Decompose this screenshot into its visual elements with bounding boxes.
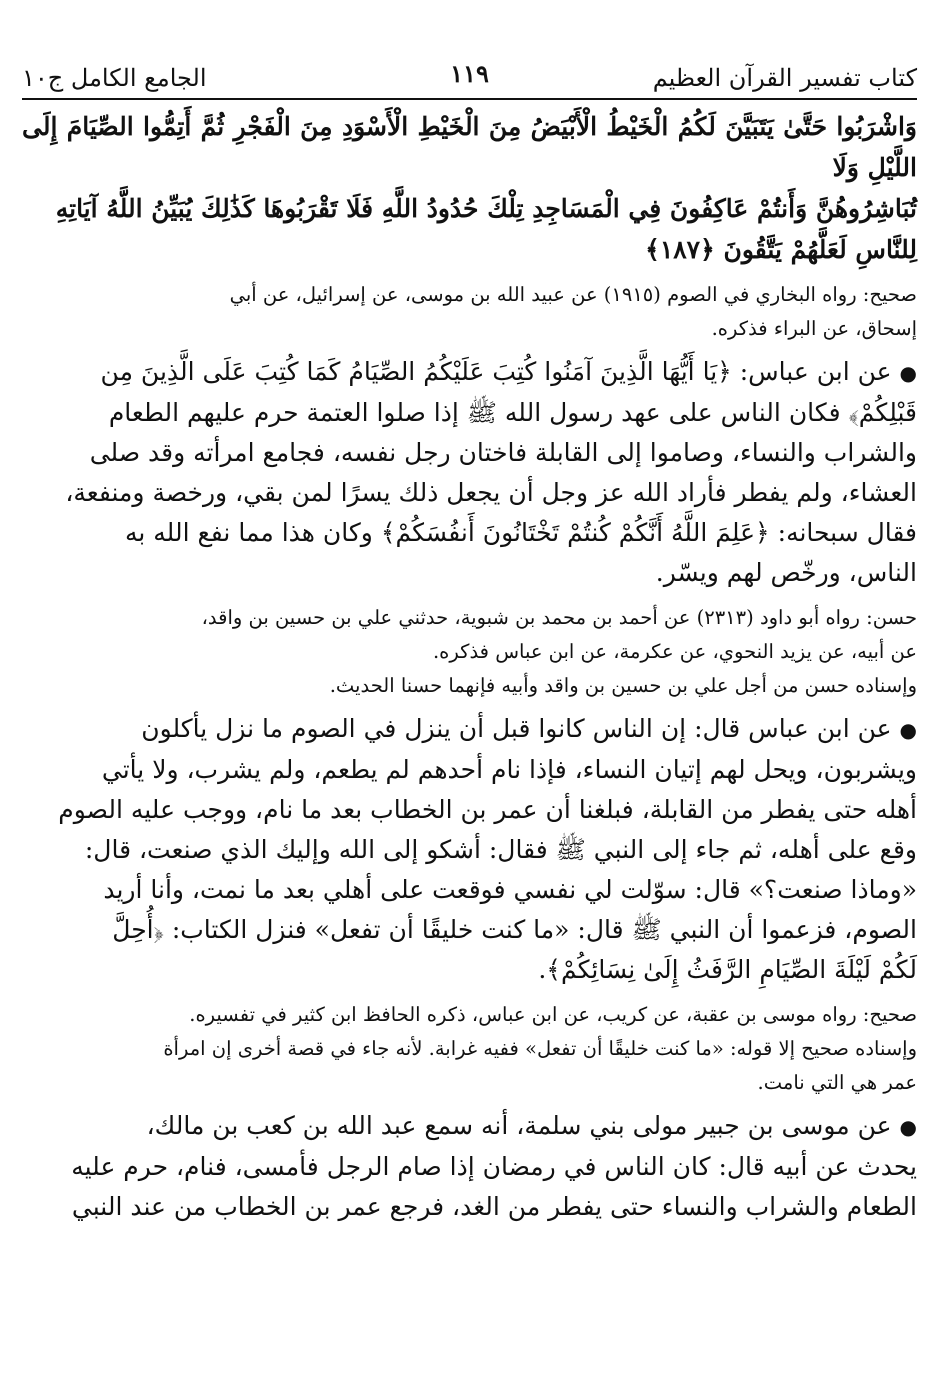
note-line: صحيح: رواه البخاري في الصوم (١٩١٥) عن عبيد الله بن موسى، عن إسرائيل، عن أبي [229, 283, 917, 306]
hadith-text: عن موسى بن جبير مولى بني سلمة، أنه سمع عبد الله بن كعب بن مالك، [146, 1111, 892, 1140]
hadith-line: والشراب والنساء، وصاموا إلى القابلة فاختان رجل نفسه، فجامع امرأته وقد صلى [89, 438, 917, 467]
bullet-icon: ● [899, 1115, 917, 1139]
hadith-line [22, 1106, 917, 1147]
hadith-block [22, 352, 917, 593]
note-line: حسن: رواه أبو داود (٢٣١٣) عن أحمد بن محمد بن شبوية، حدثني علي بن حسين بن واقد، [201, 606, 917, 629]
hadith-line: لَكُمْ لَيْلَةَ الصِّيَامِ الرَّفَثُ إِلَىٰ نِسَائِكُمْ﴾. [538, 955, 917, 984]
hadith-line: «وماذا صنعت؟» قال: سوّلت لي نفسي فوقعت على أهلي بعد ما نمت، وأنا أريد [103, 875, 917, 904]
bullet-icon: ● [899, 361, 917, 385]
hadith-line: ويشربون، ويحل لهم إتيان النساء، فإذا نام أحدهم لم يطعم، ولم يشرب، ولا يأتي [101, 755, 917, 784]
hadith-line: الناس، ورخّص لهم ويسّر. [655, 558, 917, 587]
hadith-line: قَبْلِكُمْ﴾ فكان الناس على عهد رسول الله ﷺ إذا صلوا العتمة حرم عليهم الطعام [108, 398, 917, 427]
volume-title: الجامع الكامل ج١٠ [22, 64, 207, 92]
header-rule [22, 98, 917, 100]
takhrij-note [22, 998, 917, 1100]
page-header [22, 58, 917, 98]
note-line: عمر هي التي نامت. [757, 1071, 917, 1094]
takhrij-note [22, 601, 917, 703]
hadith-text: عن ابن عباس قال: إن الناس كانوا قبل أن ينزل في الصوم ما نزل يأكلون [141, 714, 892, 743]
hadith-line: العشاء، ولم يفطر فأراد الله عز وجل أن يجعل ذلك يسرًا لمن بقي، ورخصة ومنفعة، [65, 478, 917, 507]
hadith-text: عن ابن عباس: ﴿يَا أَيُّهَا الَّذِينَ آمَنُوا كُتِبَ عَلَيْكُمُ الصِّيَامُ كَمَا كُتِبَ عَلَى الَّذِينَ مِن [100, 357, 892, 386]
hadith-line: فقال سبحانه: ﴿عَلِمَ اللَّهُ أَنَّكُمْ كُنتُمْ تَخْتَانُونَ أَنفُسَكُمْ﴾ وكان هذا مما نفع الله به [124, 518, 917, 547]
book-title: كتاب تفسير القرآن العظيم [652, 64, 917, 92]
hadith-line: الصوم، فزعموا أن النبي ﷺ قال: «ما كنت خليقًا أن تفعل» فنزل الكتاب: ﴿أُحِلَّ [112, 915, 917, 944]
hadith-line: وقع على أهله، ثم جاء إلى النبي ﷺ فقال: أشكو إلى الله وإليك الذي صنعت، قال: [84, 835, 917, 864]
hadith-line: أهله حتى يفطر من القابلة، فبلغنا أن عمر بن الخطاب بعد ما نام، ووجب عليه الصوم [58, 795, 917, 824]
hadith-line: الطعام والشراب والنساء حتى يفطر من الغد، فرجع عمر بن الخطاب من عند النبي [71, 1192, 917, 1221]
hadith-block [22, 1106, 917, 1227]
verse-block [22, 106, 917, 270]
hadith-line [22, 709, 917, 750]
note-line: وإسناده صحيح إلا قوله: «ما كنت خليقًا أن تفعل» ففيه غرابة. لأنه جاء في قصة أخرى إن امرأة [163, 1037, 917, 1060]
bullet-icon: ● [899, 718, 917, 742]
note-line: صحيح: رواه موسى بن عقبة، عن كريب، عن ابن عباس، ذكره الحافظ ابن كثير في تفسيره. [189, 1003, 917, 1026]
verse-line: لِلنَّاسِ لَعَلَّهُمْ يَتَّقُونَ ﴿١٨٧﴾ [645, 235, 917, 264]
note-line: وإسناده حسن من أجل علي بن حسين بن واقد وأبيه فإنهما حسنا الحديث. [329, 674, 917, 697]
page-number: ١١٩ [450, 59, 489, 88]
document-page [22, 58, 917, 1358]
note-line: إسحاق، عن البراء فذكره. [711, 317, 917, 340]
hadith-line: يحدث عن أبيه قال: كان الناس في رمضان إذا صام الرجل فأمسى، فنام، حرم عليه [71, 1152, 917, 1181]
verse-line: تُبَاشِرُوهُنَّ وَأَنتُمْ عَاكِفُونَ فِي الْمَسَاجِدِ تِلْكَ حُدُودُ اللَّهِ فَلَا تَقْرَبُوهَا كَذَٰلِكَ يُبَيِّنُ اللَّهُ آيَاتِهِ [55, 194, 917, 223]
takhrij-note [22, 278, 917, 346]
hadith-block [22, 709, 917, 990]
verse-line: وَاشْرَبُوا حَتَّىٰ يَتَبَيَّنَ لَكُمُ الْخَيْطُ الْأَبْيَضُ مِنَ الْخَيْطِ الْأَسْوَدِ مِنَ الْفَجْرِ ثُمَّ أَتِمُّوا الصِّيَامَ إِلَى اللَّيْلِ وَلَا [22, 112, 917, 182]
note-line: عن أبيه، عن يزيد النحوي، عن عكرمة، عن ابن عباس فذكره. [432, 640, 917, 663]
hadith-line [22, 352, 917, 393]
